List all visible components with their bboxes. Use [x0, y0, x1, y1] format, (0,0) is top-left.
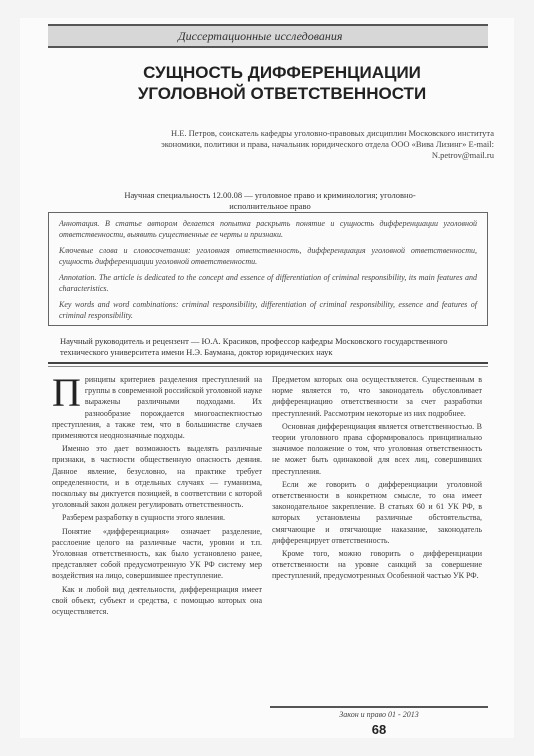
section-header: [48, 24, 488, 48]
keywords-en: Key words and word combinations: criminal responsibility, differentiation of criminal responsibility, essence and features of criminal responsibility.: [59, 300, 477, 320]
specialty-line: Научная специальность 12.00.08 — уголовное право и криминология; уголовно-исполнительное право: [124, 190, 416, 211]
keywords-ru: Ключевые слова и словосочетания: уголовная ответственность, дифференциация уголовной ответственности, сущность дифференциации уголовной ответственности.: [59, 246, 477, 266]
supervisor-note: Научный руководитель и рецензент — Ю.А. Красиков, профессор кафедры Московского государственного технического университета имени Н.Э. Баумана, доктор юридических наук: [60, 336, 448, 357]
paragraph: Как и любой вид деятельности, дифференциация имеет свой объект, субъект и средства, с помощью которых она осуществляется.: [52, 584, 262, 617]
footer-divider: [270, 706, 488, 708]
paragraph: Именно это дает возможность выделять различные признаки, в частности общественную опасность деяния. Данное явление, безусловно, на практике требует определенности, и в отдельных случаях — гуманизма, поскольку вы диктуется позицией, в соответствии с которой уголовный закон должен регулировать ответственность.: [52, 444, 262, 510]
body-column-left: [52, 370, 262, 619]
drop-cap: П: [52, 370, 81, 415]
author-info: Н.Е. Петров, соискатель кафедры уголовно-правовых дисциплин Московского института экономики, политики и права, начальник юридического отдела ООО «Вива Лизинг» E-mail: N.petrov@mail.ru: [161, 128, 494, 160]
paragraph: Если же говорить о дифференциации уголовной ответственности в конкретном смысле, то она имеет законодательное закрепление. В статьях 60 и 61 УК РФ, в которых установлены различные обстоятельства, смягчающие и отягчающие наказание, законодатель дифференцирует ответственность.: [272, 479, 482, 545]
body-column-right: [272, 374, 482, 584]
divider-thin: [48, 366, 488, 367]
paragraph: Предметом которых она осуществляется. Существенным в норме является то, что законодатель обусловливает дифференциацию ответственности за счет разработки преступлений. Рассмотрим некоторые из них подробнее.: [272, 375, 482, 418]
journal-name: Закон и право 01 - 2013: [339, 710, 419, 719]
article-title: СУЩНОСТЬ ДИФФЕРЕНЦИАЦИИ УГОЛОВНОЙ ОТВЕТСТВЕННОСТИ: [137, 63, 427, 103]
paragraph: Кроме того, можно говорить о дифференциации ответственности на уровне санкций за совершение преступлений, предусмотренных Особенной частью УК РФ.: [272, 549, 482, 581]
paragraph: Основная дифференциация является ответственностью. В теории уголовного права сформировалось принципиально значимое положение о том, что уголовная ответственность не может быть одинаковой для всех лиц, совершивших преступления.: [272, 421, 482, 476]
paragraph: Разберем разработку в сущности этого явления.: [62, 513, 226, 523]
paragraph: Понятие «дифференциация» означает разделение, расслоение целого на различные части, уровни и т.п. Уголовная ответственность, как было установлено ранее, представляет собой предусмотренную УК РФ систему мер воздействия на лицо, совершившее преступление.: [52, 526, 262, 581]
abstract-ru: Аннотация. В статье автором делается попытка раскрыть понятие и сущность дифференциации уголовной ответственности, выявить существенные ее черты и признаки.: [59, 219, 477, 239]
abstract-box: [48, 212, 488, 326]
divider: [48, 362, 488, 364]
paragraph: ринципы критериев разделения преступлений на группы в современной российской уголовной науке выражены различными подходами. Их разнообразие порождается многоаспектностью преступления, а также тем, что в большинстве случаев применяются неоднозначные подходы.: [52, 375, 262, 441]
abstract-en: Annotation. The article is dedicated to the concept and essence of differentiation of criminal responsibility, its main features and characteristics.: [59, 273, 477, 293]
page-number: 68: [371, 722, 387, 737]
section-label: Диссертационные исследования: [178, 29, 343, 43]
